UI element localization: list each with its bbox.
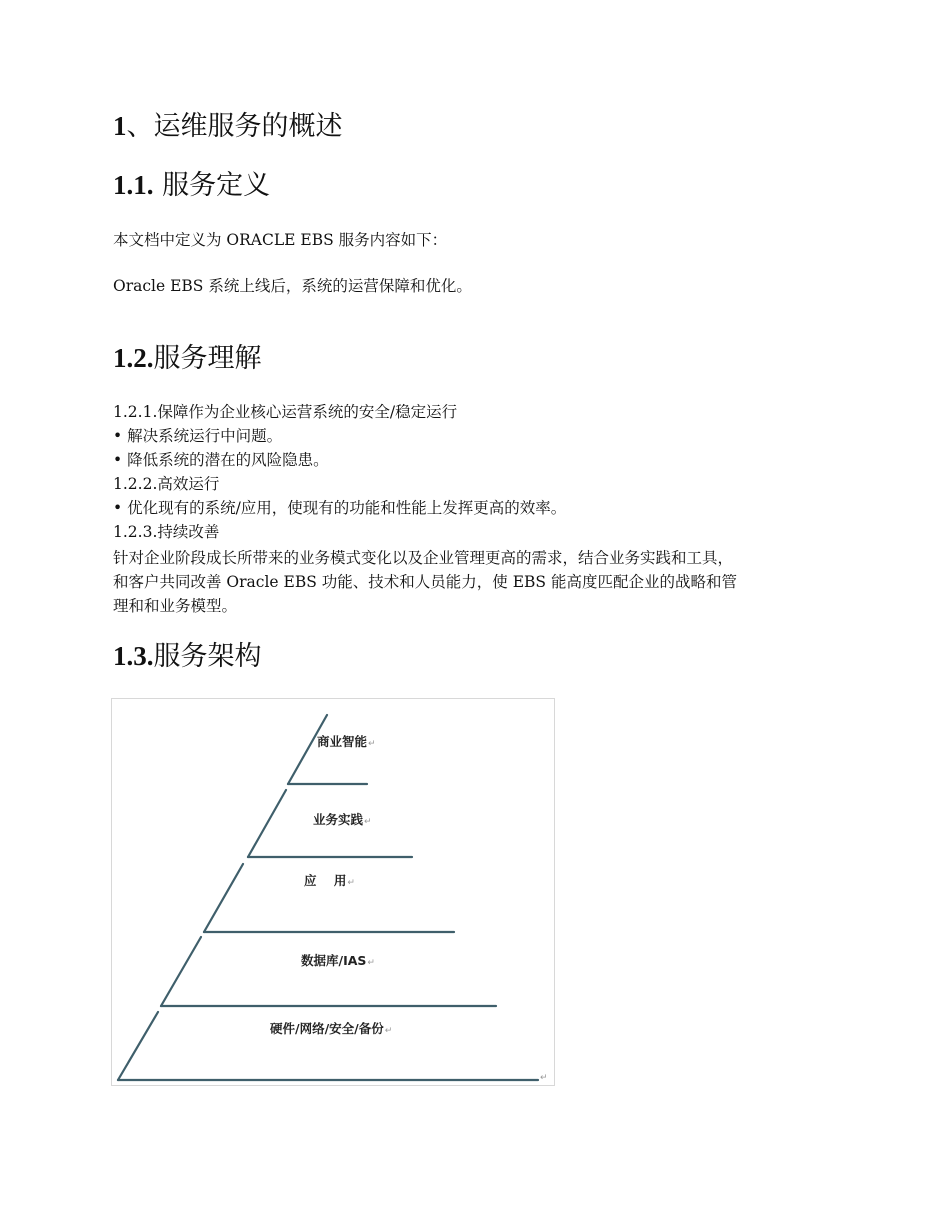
tier-3-slope	[204, 864, 243, 932]
section-1-1-heading	[113, 163, 270, 202]
section-number: 1.2.	[113, 343, 154, 373]
section-number: 1.3.	[113, 641, 154, 671]
section-number: 1	[113, 111, 127, 141]
paragraph-line: 理和和业务模型。	[113, 597, 238, 615]
return-mark: ↵	[347, 878, 355, 888]
return-mark: ↵	[367, 958, 375, 968]
section-1-3-heading	[113, 634, 262, 673]
service-architecture-pyramid	[111, 698, 555, 1086]
return-mark: ↵	[368, 739, 376, 749]
list-item: • 降低系统的潜在的风险隐患。	[113, 451, 329, 469]
list-item: • 解决系统运行中问题。	[113, 427, 283, 445]
tier-label-database: 数据库/IAS↵	[301, 953, 375, 968]
tier-4-slope	[161, 937, 201, 1006]
list-item: • 优化现有的系统/应用，使现有的功能和性能上发挥更高的效率。	[113, 499, 567, 517]
return-mark: ↵	[540, 1073, 548, 1083]
list-item: 1.2.3.持续改善	[113, 523, 220, 541]
tier-5-slope	[118, 1012, 158, 1080]
definition-line: 本文档中定义为 ORACLE EBS 服务内容如下：	[113, 231, 448, 249]
section-1-2-heading	[113, 336, 262, 375]
list-item: 1.2.1.保障作为企业核心运营系统的安全/稳定运行	[113, 403, 458, 421]
section-title: 、运维服务的概述	[126, 111, 343, 142]
section-title: 服务定义	[153, 170, 271, 201]
section-title: 服务理解	[153, 343, 262, 374]
tier-label-business-practice: 业务实践↵	[313, 812, 372, 827]
paragraph-line: 针对企业阶段成长所带来的业务模式变化以及企业管理更高的需求，结合业务实践和工具，	[113, 549, 734, 567]
improvement-paragraph	[113, 546, 873, 618]
return-mark: ↵	[364, 817, 372, 827]
paragraph-line: 和客户共同改善 Oracle EBS 功能、技术和人员能力，使 EBS 能高度匹配企业的战略和管	[113, 573, 737, 591]
tier-label-infrastructure: 硬件/网络/安全/备份↵	[270, 1021, 393, 1036]
return-mark: ↵	[384, 1026, 393, 1036]
list-item: 1.2.2.高效运行	[113, 475, 220, 493]
section-number: 1.1.	[113, 170, 154, 200]
tier-2-slope	[248, 790, 286, 857]
section-title: 服务架构	[153, 641, 262, 672]
tier-label-bi: 商业智能↵	[317, 734, 376, 749]
definition-detail: Oracle EBS 系统上线后，系统的运营保障和优化。	[113, 277, 472, 295]
tier-label-application: 应 用↵	[304, 873, 355, 888]
section-1-heading	[113, 104, 343, 143]
